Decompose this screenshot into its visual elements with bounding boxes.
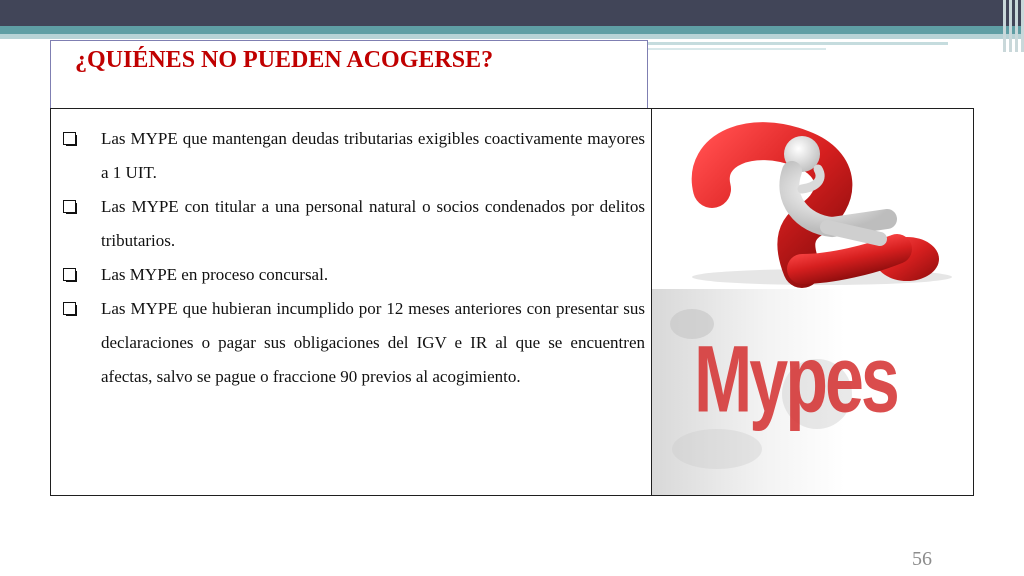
question-mark-figure-image [652, 109, 973, 289]
list-item [61, 190, 645, 258]
image-cell [652, 109, 973, 495]
decor-line [606, 42, 948, 45]
list-item [61, 292, 645, 394]
list-item-text: Las MYPE en proceso concursal. [101, 265, 329, 284]
top-bar-dark [0, 0, 1024, 26]
question-mark-figure-icon [652, 109, 973, 289]
mypes-logo-text: Mypes [694, 326, 897, 432]
list-item-text: Las MYPE que hubieran incumplido por 12 meses anteriores con presentar sus declaraciones o pagar sus obligaciones del IGV e IR al que se encuentren afectas, salvo se pague o fraccione 90 previos al acogimiento. [101, 299, 645, 386]
list-item-text: Las MYPE que mantengan deudas tributarias exigibles coactivamente mayores a 1 UIT. [101, 129, 645, 182]
checkbox-bullet-icon [63, 132, 76, 145]
text-cell [51, 109, 652, 495]
list-item-text: Las MYPE con titular a una personal natural o socios condenados por delitos tributarios. [101, 197, 645, 250]
checkbox-bullet-icon [63, 302, 76, 315]
top-bar-light [0, 34, 1024, 39]
background-shape [672, 429, 762, 469]
decor-vertical-lines [994, 0, 1024, 52]
list-item [61, 258, 645, 292]
slide-title: ¿QUIÉNES NO PUEDEN ACOGERSE? [75, 47, 494, 73]
page-number: 56 [912, 548, 932, 570]
content-table [50, 108, 974, 496]
mypes-logo-image [652, 289, 973, 495]
bullet-list [51, 109, 651, 394]
list-item [61, 122, 645, 190]
checkbox-bullet-icon [63, 200, 76, 213]
checkbox-bullet-icon [63, 268, 76, 281]
title-box [50, 40, 648, 108]
top-bar-teal [0, 26, 1024, 34]
